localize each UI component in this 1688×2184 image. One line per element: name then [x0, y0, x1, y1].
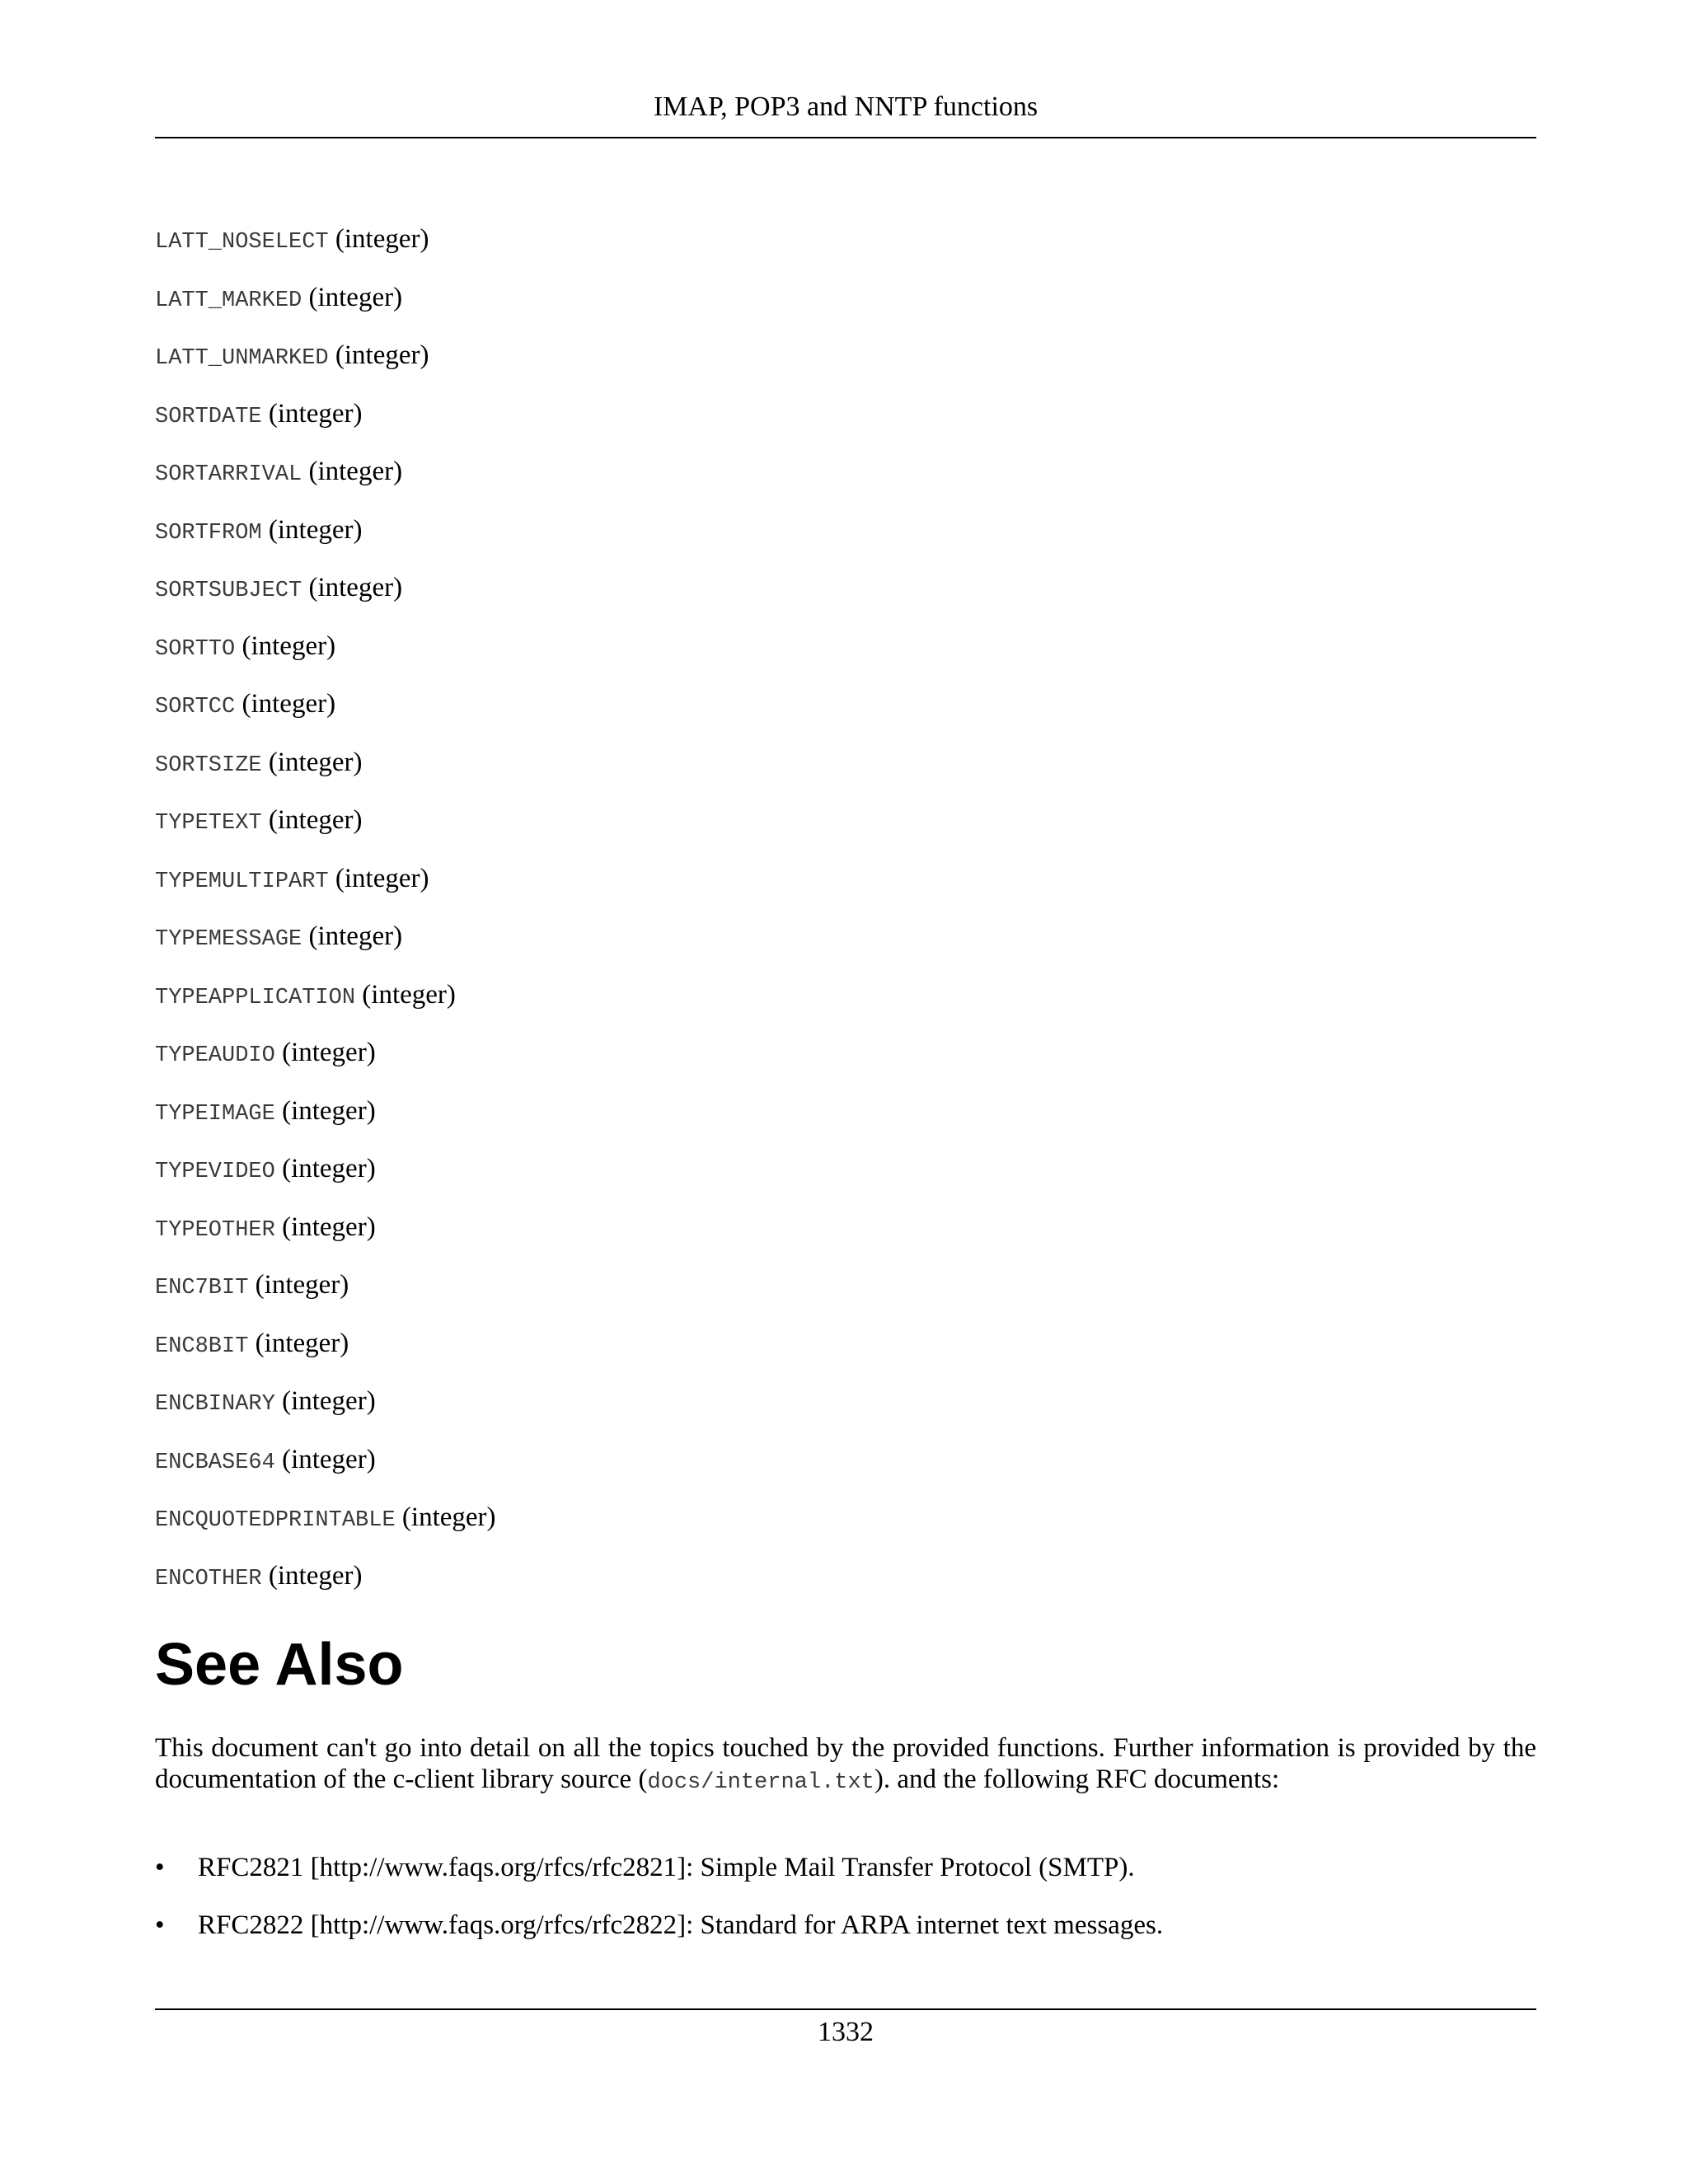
constant-name: SORTARRIVAL [155, 462, 302, 487]
constant-type: (integer) [268, 747, 363, 777]
constant-type: (integer) [282, 1386, 376, 1416]
constant-item [155, 802, 496, 860]
constant-item [155, 337, 496, 396]
constant-item [155, 1151, 496, 1209]
footer-rule [155, 2008, 1536, 2010]
constant-type: (integer) [255, 1270, 349, 1300]
constant-name: LATT_NOSELECT [155, 230, 329, 255]
constant-item [155, 221, 496, 279]
constant-type: (integer) [282, 1154, 376, 1183]
constant-name: TYPEOTHER [155, 1217, 275, 1243]
constant-item [155, 512, 496, 570]
constant-type: (integer) [282, 1095, 376, 1126]
constant-name: TYPEMESSAGE [155, 927, 302, 952]
constant-type: (integer) [335, 863, 429, 893]
constant-item [155, 977, 496, 1035]
rfc-list-item [155, 1907, 1536, 1965]
constant-name: SORTDATE [155, 404, 262, 429]
constant-item [155, 1558, 496, 1616]
constant-name: ENCBASE64 [155, 1450, 275, 1475]
constant-name: ENCBINARY [155, 1392, 275, 1417]
constant-item [155, 918, 496, 977]
constant-name: SORTTO [155, 636, 236, 662]
rfc-reference: RFC2822 [http://www.faqs.org/rfcs/rfc2822]: Standard for ARPA internet text messages. [198, 1910, 1164, 1940]
constant-name: SORTFROM [155, 520, 262, 546]
constant-item [155, 1093, 496, 1151]
intro-text-end: ). and the following RFC documents: [874, 1765, 1280, 1794]
constant-name: TYPEVIDEO [155, 1160, 275, 1184]
see-also-heading: See Also [155, 1632, 404, 1698]
constant-item [155, 1499, 496, 1558]
constant-name: TYPEAPPLICATION [155, 985, 356, 1010]
constant-item [155, 744, 496, 803]
constant-type: (integer) [308, 921, 403, 951]
constant-name: ENCQUOTEDPRINTABLE [155, 1508, 396, 1533]
constant-type: (integer) [268, 398, 363, 429]
constant-item [155, 686, 496, 744]
intro-text: This document can't go into detail on all the topics touched by the provided functions. Further information is provided by the documentation of the c-client library source ( [155, 1733, 1536, 1794]
constant-type: (integer) [241, 630, 336, 661]
constant-type: (integer) [282, 1212, 376, 1242]
rfc-list [155, 1849, 1536, 1965]
header-rule [155, 137, 1536, 138]
constant-item [155, 453, 496, 512]
constant-name: LATT_MARKED [155, 288, 302, 313]
constant-item [155, 569, 496, 628]
constant-name: ENC8BIT [155, 1333, 249, 1359]
constant-item [155, 1383, 496, 1441]
constant-item [155, 1209, 496, 1268]
constant-type: (integer) [308, 457, 403, 486]
constant-type: (integer) [255, 1328, 349, 1358]
bullet-icon: • [155, 1910, 165, 1940]
constant-type: (integer) [308, 282, 403, 312]
rfc-reference: RFC2821 [http://www.faqs.org/rfcs/rfc2821]: Simple Mail Transfer Protocol (SMTP). [198, 1853, 1135, 1882]
page-header: IMAP, POP3 and NNTP functions [653, 91, 1039, 122]
constant-type: (integer) [335, 224, 429, 254]
constant-type: (integer) [362, 979, 456, 1010]
constant-name: TYPEAUDIO [155, 1043, 275, 1068]
rfc-list-item [155, 1849, 1536, 1907]
constant-name: ENCOTHER [155, 1566, 262, 1591]
constant-type: (integer) [335, 340, 429, 370]
constant-item [155, 279, 496, 338]
constant-type: (integer) [268, 1560, 363, 1591]
constant-item [155, 1267, 496, 1325]
page-number: 1332 [818, 2017, 874, 2047]
constant-type: (integer) [282, 1038, 376, 1067]
constant-item [155, 1325, 496, 1384]
constant-name: TYPEMULTIPART [155, 869, 329, 894]
constant-item [155, 1441, 496, 1500]
constant-item [155, 1034, 496, 1093]
constant-item [155, 628, 496, 687]
constant-type: (integer) [401, 1502, 496, 1532]
constant-name: TYPEIMAGE [155, 1101, 275, 1127]
constant-item [155, 860, 496, 919]
constant-list [155, 221, 496, 1615]
bullet-icon: • [155, 1853, 165, 1882]
constant-name: TYPETEXT [155, 811, 262, 836]
intro-code-path: docs/internal.txt [647, 1770, 874, 1795]
constant-type: (integer) [308, 573, 403, 602]
constant-name: SORTCC [155, 695, 236, 719]
constant-name: LATT_UNMARKED [155, 346, 329, 371]
constant-type: (integer) [241, 689, 336, 719]
see-also-intro [155, 1732, 1536, 1798]
constant-name: SORTSUBJECT [155, 579, 302, 603]
constant-name: SORTSIZE [155, 752, 262, 778]
constant-type: (integer) [268, 805, 363, 835]
constant-type: (integer) [282, 1444, 376, 1474]
constant-item [155, 396, 496, 454]
constant-type: (integer) [268, 514, 363, 545]
constant-name: ENC7BIT [155, 1276, 249, 1301]
